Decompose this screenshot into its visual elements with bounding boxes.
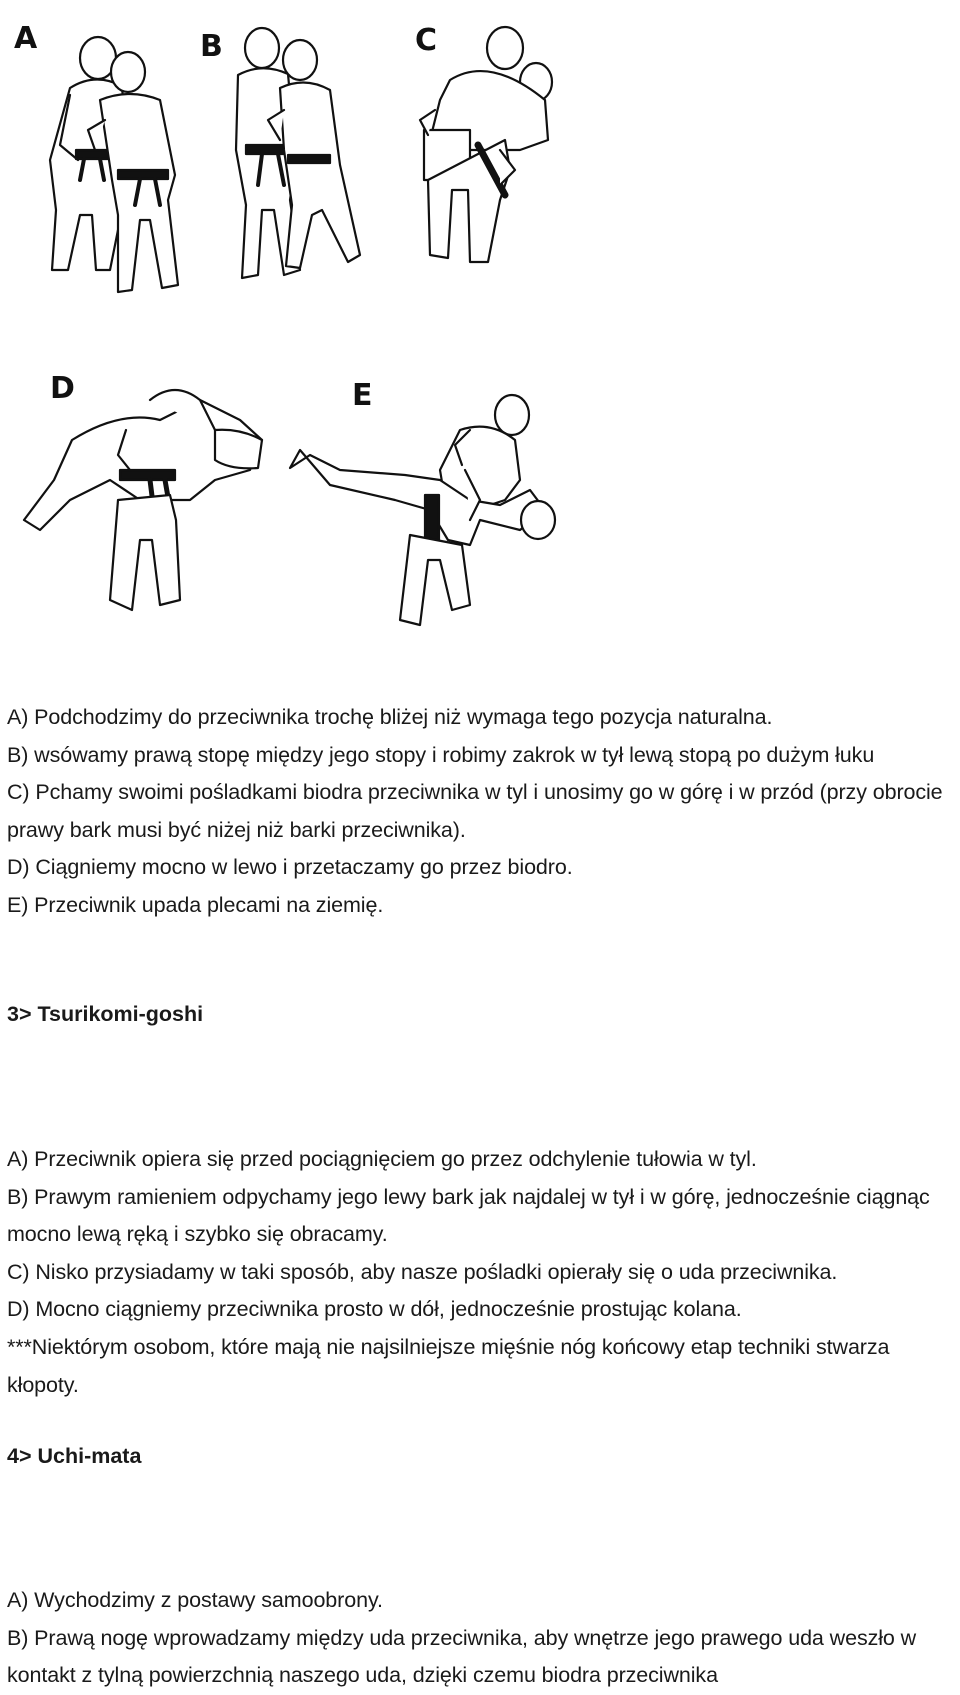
panel-d-figures xyxy=(24,390,262,610)
illustration-svg xyxy=(0,0,570,660)
step-paragraph: A) Wychodzimy z postawy samoobrony. xyxy=(7,1588,383,1612)
section-heading-tsurikomi-goshi: 3> Tsurikomi-goshi xyxy=(7,1002,204,1026)
step-paragraph: D) Mocno ciągniemy przeciwnika prosto w dół, jednocześnie prostując kolana. xyxy=(7,1297,742,1322)
panel-letter-d: D xyxy=(50,371,75,406)
panel-b-figures xyxy=(236,28,360,278)
tsurikomi-goshi-steps xyxy=(7,1141,957,1404)
panel-letter-b: B xyxy=(200,29,223,64)
panel-e-figures xyxy=(290,395,555,625)
panel-letter-a: A xyxy=(14,21,38,56)
step-paragraph: D) Ciągniemy mocno w lewo i przetaczamy go przez biodro. xyxy=(7,855,573,880)
judo-technique-illustration xyxy=(0,0,570,660)
uchi-mata-steps xyxy=(7,1582,957,1695)
panel-letter-c: C xyxy=(415,23,438,58)
step-paragraph: C) Nisko przysiadamy w taki sposób, aby nasze pośladki opierały się o uda przeciwnika. xyxy=(7,1259,838,1284)
section-heading-uchi-mata: 4> Uchi-mata xyxy=(7,1444,142,1468)
step-note: ***Niektórym osobom, które mają nie najsilniejsze mięśnie nóg końcowy etap techniki stwarza kłopoty. xyxy=(7,1334,890,1397)
step-paragraph: C) Pchamy swoimi pośladkami biodra przeciwnika w tyl i unosimy go w górę i w przód (przy obrocie prawy bark musi być niżej niż barki przeciwnika). xyxy=(7,780,943,842)
step-paragraph: B) Prawym ramieniem odpychamy jego lewy bark jak najdalej w tył i w górę, jednocześnie ciągnąc mocno lewą ręką i szybko się obracamy. xyxy=(7,1184,930,1247)
step-paragraph: B) wsówamy prawą stopę między jego stopy i robimy zakrok w tył lewą stopą po dużym łuku xyxy=(7,742,875,767)
panel-letter-e: E xyxy=(352,378,373,413)
step-paragraph: A) Podchodzimy do przeciwnika trochę bliżej niż wymaga tego pozycja naturalna. xyxy=(7,705,773,729)
step-paragraph: B) Prawą nogę wprowadzamy między uda przeciwnika, aby wnętrze jego prawego uda weszło w kontakt z tylną powierzchnią naszego uda, dzięki czemu biodra przeciwnika xyxy=(7,1625,917,1688)
step-paragraph: A) Przeciwnik opiera się przed pociągnięciem go przez odchylenie tułowia w tyl. xyxy=(7,1147,757,1171)
step-paragraph: E) Przeciwnik upada plecami na ziemię. xyxy=(7,892,384,917)
panel-a-figures xyxy=(50,37,178,292)
previous-technique-steps xyxy=(7,699,957,925)
panel-c-figures xyxy=(420,27,552,262)
